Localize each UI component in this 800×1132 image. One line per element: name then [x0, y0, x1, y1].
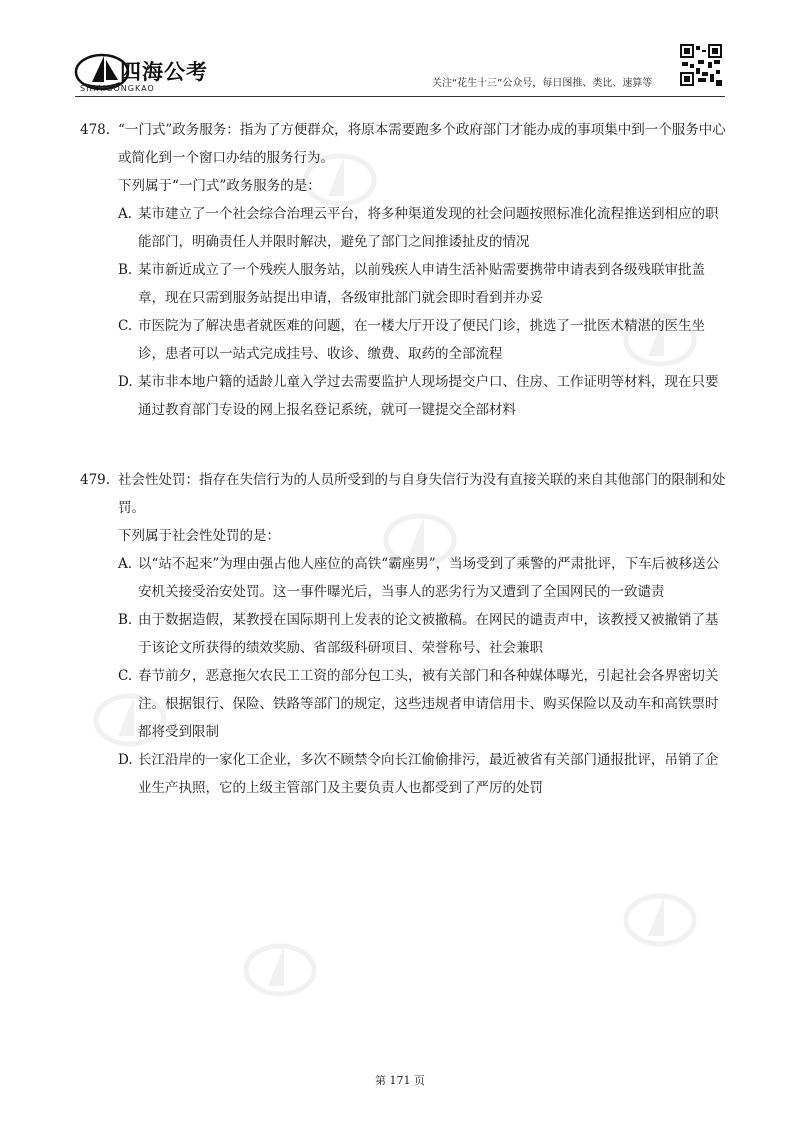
question-prompt: 下列属于“一门式”政务服务的是：	[118, 178, 321, 194]
option-letter: C.	[118, 668, 133, 684]
watermark-logo-icon	[620, 880, 740, 960]
option-b[interactable]	[80, 256, 730, 312]
option-text: 长江沿岸的一家化工企业，多次不顾禁令向长江偷偷排污，最近被省有关部门通报批评，吊销了企业生产执照，它的上级主管部门及主要负责人也都受到了严厉的处罚	[138, 752, 719, 796]
option-letter: D.	[118, 752, 133, 768]
watermark-logo-icon	[240, 930, 360, 1010]
header-tagline: 关注“花生十三”公众号，每日图推、类比、速算等	[432, 78, 653, 89]
question-number: 478.	[80, 122, 111, 138]
question-479	[80, 466, 730, 802]
page-number: 第 171 页	[375, 1074, 425, 1087]
brand-name: 四海公考	[120, 60, 208, 84]
definition-text: 社会性处罚：指存在失信行为的人员所受到的与自身失信行为没有直接关联的来自其他部门的限制和处罚。	[118, 472, 726, 516]
option-a[interactable]	[80, 550, 730, 606]
option-c[interactable]	[80, 662, 730, 746]
option-letter: B.	[118, 262, 133, 278]
option-letter: D.	[118, 374, 133, 390]
brand-subtitle: SIHAIGONGKAO	[80, 84, 155, 93]
option-text: 某市新近成立了一个残疾人服务站，以前残疾人申请生活补贴需要携带申请表到各级残联审批盖章，现在只需到服务站提出申请，各级审批部门就会即时看到并办妥	[138, 262, 705, 306]
option-letter: A.	[118, 206, 133, 222]
option-text: 春节前夕，恶意拖欠农民工工资的部分包工头，被有关部门和各种媒体曝光，引起社会各界密切关注。根据银行、保险、铁路等部门的规定，这些违规者申请信用卡、购买保险以及动车和高铁票时都将受到限制	[138, 668, 719, 740]
option-letter: A.	[118, 556, 133, 572]
option-text: 市医院为了解决患者就医难的问题，在一楼大厅开设了便民门诊，挑选了一批医术精湛的医生坐诊，患者可以一站式完成挂号、收诊、缴费、取药的全部流程	[138, 318, 705, 362]
option-d[interactable]	[80, 368, 730, 424]
option-letter: B.	[118, 612, 133, 628]
option-d[interactable]	[80, 746, 730, 802]
option-text: 由于数据造假，某教授在国际期刊上发表的论文被撤稿。在网民的谴责声中，该教授又被撤销了基于该论文所获得的绩效奖励、省部级科研项目、荣誉称号、社会兼职	[138, 612, 719, 656]
definition-text: “一门式”政务服务：指为了方便群众，将原本需要跑多个政府部门才能办成的事项集中到一个服务中心或简化到一个窗口办结的服务行为。	[118, 122, 726, 166]
question-definition	[80, 116, 730, 172]
option-letter: C.	[118, 318, 133, 334]
option-text: 某市建立了一个社会综合治理云平台，将多种渠道发现的社会问题按照标准化流程推送到相应的职能部门，明确责任人并限时解决，避免了部门之间推诿扯皮的情况	[138, 206, 719, 250]
question-definition	[80, 466, 730, 522]
option-a[interactable]	[80, 200, 730, 256]
question-prompt: 下列属于社会性处罚的是：	[118, 528, 280, 544]
header-divider	[75, 96, 725, 97]
option-b[interactable]	[80, 606, 730, 662]
question-478	[80, 116, 730, 424]
qr-code-icon[interactable]	[680, 44, 722, 86]
option-text: 以“站不起来”为理由强占他人座位的高铁“霸座男”，当场受到了乘警的严肃批评，下车后被移送公安机关接受治安处罚。这一事件曝光后，当事人的恶劣行为又遭到了全国网民的一致谴责	[138, 556, 720, 600]
option-c[interactable]	[80, 312, 730, 368]
question-number: 479.	[80, 472, 111, 488]
page-header	[0, 0, 800, 100]
option-text: 某市非本地户籍的适龄儿童入学过去需要监护人现场提交户口、住房、工作证明等材料，现在只要通过教育部门专设的网上报名登记系统，就可一键提交全部材料	[138, 374, 719, 418]
